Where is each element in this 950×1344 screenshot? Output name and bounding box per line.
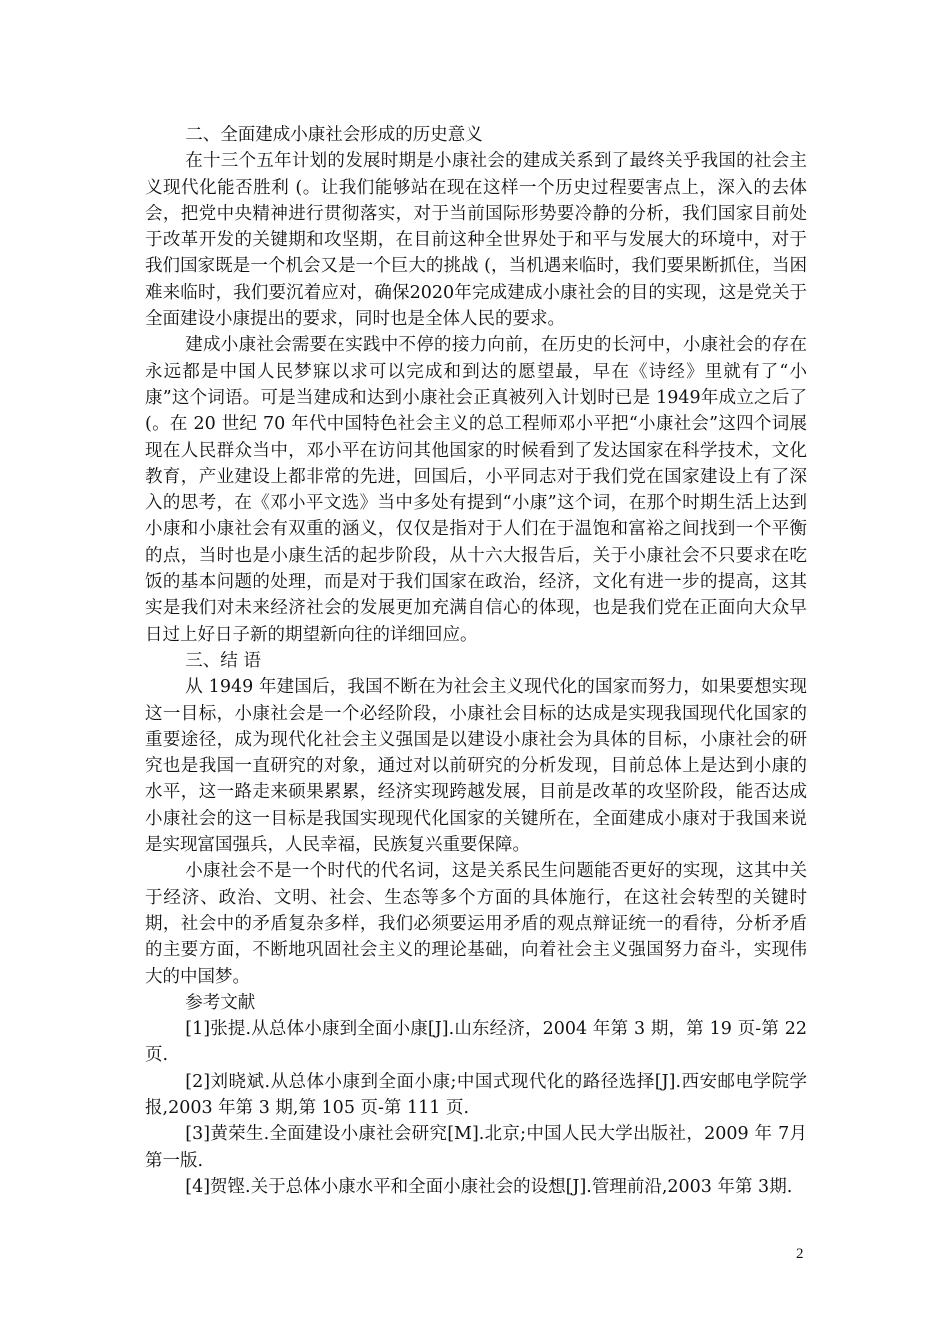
page-number: 2 bbox=[796, 1246, 804, 1262]
body-paragraph: 从 1949 年建国后，我国不断在为社会主义现代化的国家而努力，如果要想实现这一目标，小康社会是一个必经阶段，小康社会目标的达成是实现我国现代化国家的重要途径，成为现代化社会主义强国是以建设小康社会为具体的目标，小康社会的研究也是我国一直研究的对象，通过对以前研究的分析发现，目前总体上是达到小康的水平，这一路走来硕果累累，经济实现跨越发展，目前是改革的攻坚阶段，能否达成小康社会的这一目标是我国实现现代化国家的关键所在，全面建成小康对于我国来说是实现富国强兵，人民幸福，民族复兴重要保障。 bbox=[145, 677, 807, 856]
body-paragraph: 建成小康社会需要在实践中不停的接力向前，在历史的长河中，小康社会的存在永远都是中国人民梦寐以求可以完成和到达的愿望最，早在《诗经》里就有了“小康”这个词语。可是当建成和达到小康社会正真被列入计划时已是 1949年成立之后了 (。在 20 世纪 70 年代中国特色社会主义的总工程师邓小平把“小康社会”这四个词展现在人民群众当中，邓小平在访问其他国家的时候看到了发达国家在科学技术，文化教育，产业建设上都非常的先进，回国后，小平同志对于我们党在国家建设上有了深入的思考，在《邓小平文选》当中多处有提到“小康”这个词，在那个时期生活上达到小康和小康社会有双重的涵义，仅仅是指对于人们在于温饱和富裕之间找到一个平衡的点，当时也是小康生活的起步阶段，从十六大报告后，关于小康社会不只要求在吃饭的基本问题的处理，而是对于我们国家在政治，经济，文化有进一步的提高，这其实是我们对未来经济社会的发展更加充满自信心的体现，也是我们党在正面向大众早日过上好日子新的期望新向往的详细回应。 bbox=[145, 335, 807, 645]
body-paragraph: 在十三个五年计划的发展时期是小康社会的建成关系到了最终关乎我国的社会主义现代化能否胜利 (。让我们能够站在现在这样一个历史过程要害点上，深入的去体会，把党中央精神进行贯彻落实，对于当前国际形势要冷静的分析，我们国家目前处于改革开发的关键期和攻坚期，在目前这种全世界处于和平与发展大的环境中，对于我们国家既是一个机会又是一个巨大的挑战 (，当机遇来临时，我们要果断抓住，当困难来临时，我们要沉着应对，确保2020年完成建成小康社会的目的实现，这是党关于全面建设小康提出的要求，同时也是全体人民的要求。 bbox=[145, 151, 807, 330]
reference-item: [2]刘晓斌.从总体小康到全面小康;中国式现代化的路径选择[J].西安邮电学院学报,2003 年第 3 期,第 105 页-第 111 页. bbox=[145, 1071, 807, 1118]
references-heading: 参考文献 bbox=[185, 992, 256, 1013]
body-paragraph: 小康社会不是一个时代的代名词，这是关系民生问题能否更好的实现，这其中关于经济、政治、文明、社会、生态等多个方面的具体施行，在这社会转型的关键时期，社会中的矛盾复杂多样，我们必须要运用矛盾的观点辩证统一的看待，分析矛盾的主要方面，不断地巩固社会主义的理论基础，向着社会主义强国努力奋斗，实现伟大的中国梦。 bbox=[145, 861, 807, 987]
section-heading: 三、结 语 bbox=[185, 650, 261, 671]
reference-item: [1]张提.从总体小康到全面小康[J].山东经济，2004 年第 3 期，第 19 页-第 22页. bbox=[145, 1019, 807, 1066]
document-body bbox=[145, 122, 807, 1200]
reference-item: [4]贺铿.关于总体小康水平和全面小康社会的设想[J].管理前沿,2003 年第 3期. bbox=[185, 1176, 793, 1197]
section-heading: 二、全面建成小康社会形成的历史意义 bbox=[185, 125, 483, 145]
reference-item: [3]黄荣生.全面建设小康社会研究[M].北京;中国人民大学出版社，2009 年 7月第一版. bbox=[145, 1124, 807, 1171]
